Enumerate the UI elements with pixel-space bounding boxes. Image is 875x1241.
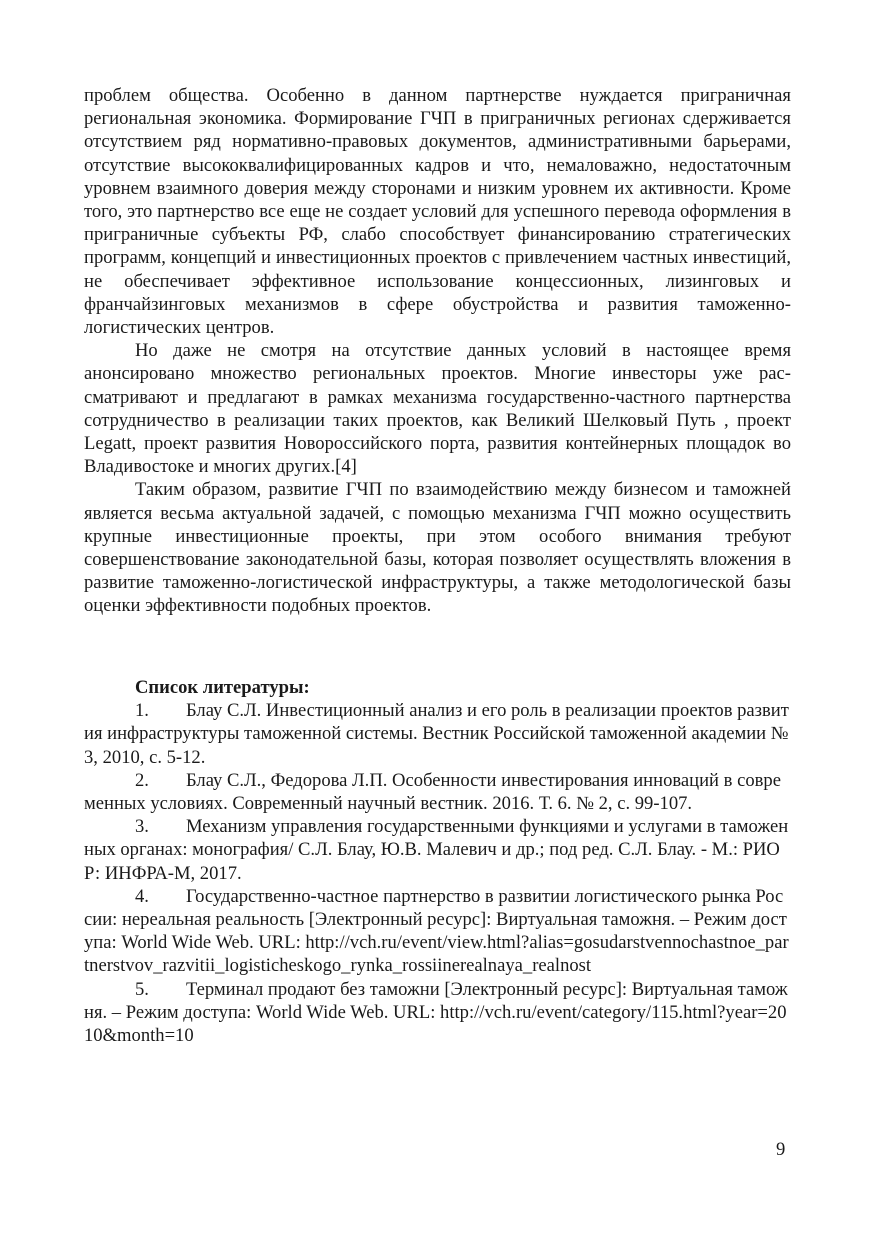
reference-text: Блау С.Л. Инвестиционный анализ и его роль в реализации проектов развития инфраструктуры таможенной системы. Вестник Российской таможенной академии № 3, 2010, с. 5-12.	[84, 700, 789, 768]
paragraph: Но даже не смотря на отсутствие данных условий в настоящее время анонсировано множество региональных проектов. Многие инвесторы уже рассматривают и предлагают в рамках механизма государственно-частного партнерства сотрудничество в реализации таких проектов, как Великий Шелковый Путь , проект Legatt, проект развития Новороссийского порта, развития контейнерных площадок во Владивостоке и многих других.[4]	[84, 340, 791, 478]
references-heading: Список литературы:	[135, 677, 310, 698]
reference-item	[84, 978, 791, 1048]
page-number: 9	[776, 1139, 786, 1160]
reference-number: 3.	[135, 816, 149, 838]
reference-number: 4.	[135, 885, 149, 907]
reference-item	[84, 699, 791, 769]
reference-number: 5.	[135, 978, 149, 1000]
reference-text: Государственно-частное партнерство в развитии логистического рынка России: нереальная реальность [Электронный ресурс]: Виртуальная таможня. – Режим доступа: World Wide Web. URL: http://vch.ru/event/view.html?alias=gosudarstvennochastnoe_partnerstvov_razvitii_logisticheskogo_rynka_rossiinerealnaya_realnost	[84, 885, 789, 977]
reference-text: Блау С.Л., Федорова Л.П. Особенности инвестирования инноваций в современных условиях. Современный научный вестник. 2016. Т. 6. № 2, с. 99-107.	[84, 769, 781, 815]
reference-text: Механизм управления государственными функциями и услугами в таможенных органах: монография/ С.Л. Блау, Ю.В. Малевич и др.; под ред. С.Л. Блау. - М.: РИОР: ИНФРА-М, 2017.	[84, 816, 789, 884]
reference-number: 1.	[135, 700, 149, 722]
reference-text: Терминал продают без таможни [Электронный ресурс]: Виртуальная таможня. – Режим доступа: World Wide Web. URL: http://vch.ru/event/category/115.html?year=2010&month=10	[84, 978, 788, 1047]
references-section	[84, 676, 791, 1047]
paragraph: Таким образом, развитие ГЧП по взаимодействию между бизнесом и таможней является весьма актуальной задачей, с помощью механизма ГЧП можно осуществить крупные инвестиционные проекты, при этом особого внимания требуют совершенствование законодательной базы, которая позволяет осуществлять вложения в развитие таможенно-логистической инфраструктуры, а также методологической базы оценки эффективности подобных проектов.	[84, 479, 791, 617]
reference-item	[84, 769, 791, 815]
references-list	[84, 699, 791, 1047]
body-text	[84, 84, 791, 618]
reference-item	[84, 885, 791, 978]
reference-item	[84, 815, 791, 885]
paragraph: проблем общества. Особенно в данном партнерстве нуждается приграничная региональная экономика. Формирование ГЧП в приграничных регионах сдерживается отсутствием ряд нормативно-правовых документов, административными барьерами, отсутствие высококвалифицированных кадров и что, немаловажно, недостаточным уровнем взаимного доверия между сторонами и низким уровнем их активности. Кроме того, это партнерство все еще не создает условий для успешного перевода оформления в приграничные субъекты РФ, слабо способствует финансированию стратегических программ, концепций и инвестиционных проектов с привлечением частных инвестиций, не обеспечивает эффективное использование концессионных, лизинговых и франчайзинговых механизмов в сфере обустройства и развития таможенно-логистических центров.	[84, 85, 791, 339]
reference-number: 2.	[135, 769, 149, 791]
